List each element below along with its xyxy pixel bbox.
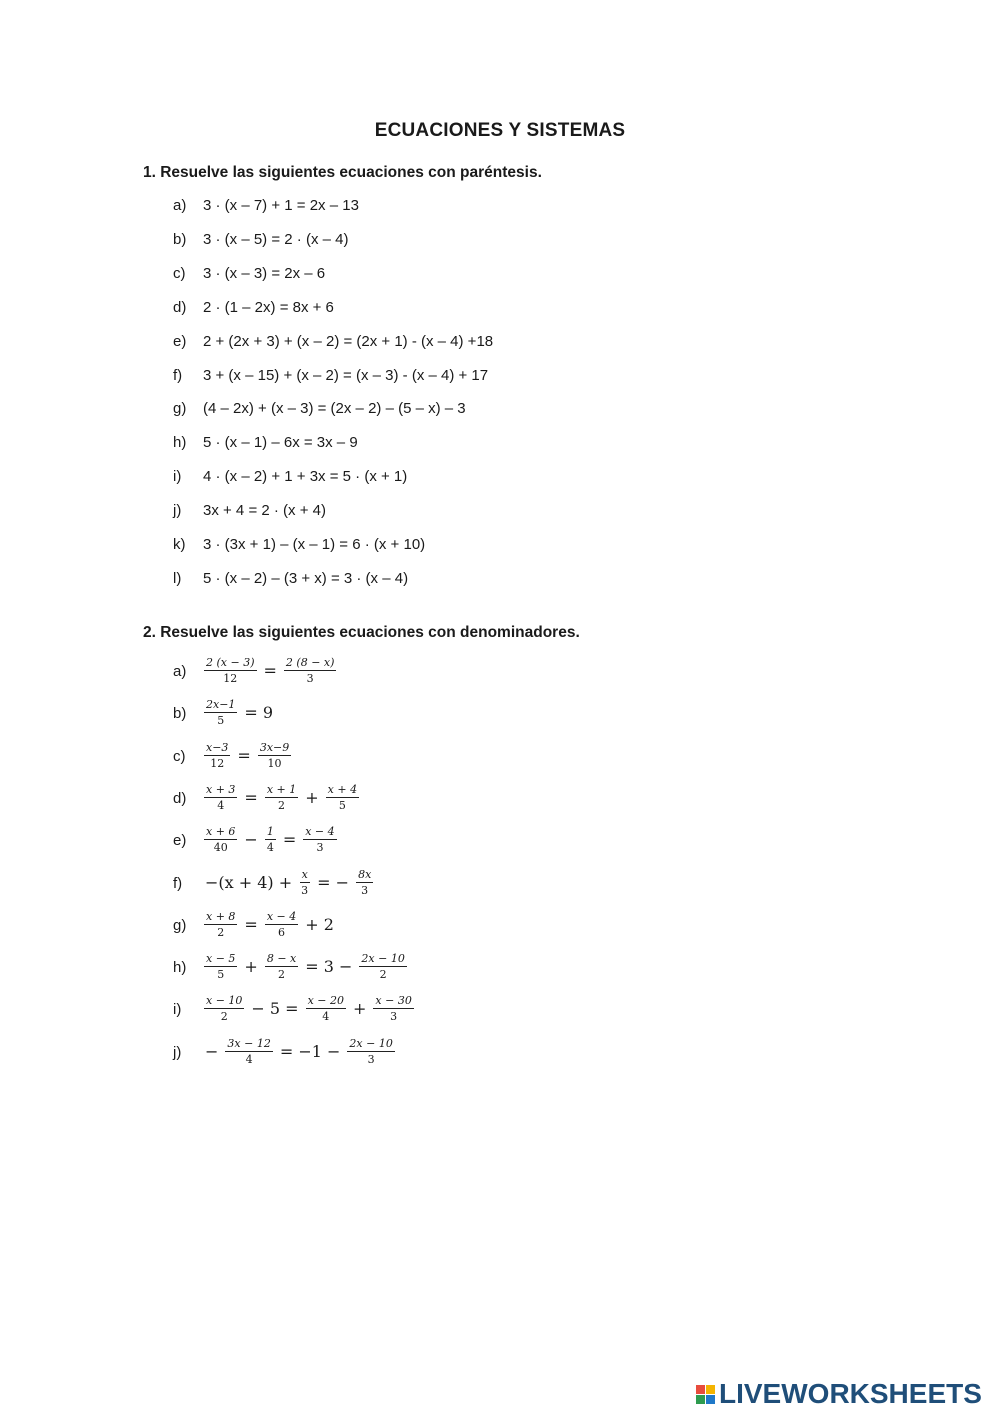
fraction-numerator: x + 6 — [206, 825, 236, 839]
math-operator: + — [353, 999, 367, 1019]
fraction-numerator: x — [301, 867, 308, 881]
fraction-equation-row — [0, 782, 1000, 819]
fraction-numerator: x + 8 — [206, 909, 236, 923]
math-operator: + — [305, 787, 319, 807]
fraction — [225, 1037, 272, 1066]
equation-row — [0, 434, 1000, 468]
fraction-numerator: x + 4 — [327, 782, 358, 796]
fraction — [356, 868, 373, 897]
page-title: ECUACIONES Y SISTEMAS — [374, 120, 626, 141]
fraction-numerator: x − 5 — [206, 952, 236, 966]
item-label: j) — [173, 502, 182, 520]
fraction-numerator: x−3 — [206, 740, 229, 754]
equation-row — [0, 502, 1000, 536]
equation-text: 3 + (x – 15) + (x – 2) = (x – 3) - (x – 4) + 17 — [203, 366, 489, 384]
item-label: b) — [173, 705, 187, 723]
fraction-denominator: 3 — [361, 883, 369, 897]
math-operator: = 3 − — [305, 957, 353, 977]
item-label: e) — [173, 832, 187, 850]
fraction — [265, 952, 298, 981]
section1-heading: 1. Resuelve las siguientes ecuaciones con paréntesis. — [143, 164, 542, 181]
math-expression — [201, 952, 410, 981]
fraction-equation-row — [0, 867, 1000, 904]
fraction-denominator: 3 — [316, 841, 324, 855]
fraction — [204, 698, 237, 727]
math-operator: = 9 — [244, 703, 274, 723]
equation-text: 2 + (2x + 3) + (x – 2) = (2x + 1) - (x – 4) +18 — [203, 332, 494, 350]
math-expression — [201, 783, 362, 812]
fraction-denominator: 12 — [210, 756, 225, 770]
math-expression — [201, 656, 339, 685]
fraction — [204, 825, 237, 854]
fraction — [204, 994, 244, 1023]
fraction-numerator: 3x − 12 — [227, 1036, 271, 1050]
item-label: c) — [173, 264, 186, 282]
equation-row — [0, 468, 1000, 502]
fraction-denominator: 3 — [367, 1052, 375, 1066]
math-operator: + — [244, 957, 258, 977]
fraction — [265, 825, 276, 854]
math-operator: = — [282, 830, 297, 850]
item-label: g) — [173, 400, 187, 418]
math-operator: = − — [317, 872, 350, 892]
fraction-denominator: 12 — [223, 672, 238, 685]
fraction — [306, 994, 346, 1023]
fraction-denominator: 2 — [220, 1010, 228, 1024]
fraction-numerator: x − 4 — [305, 825, 335, 839]
fraction — [265, 783, 298, 812]
equation-text: 5 · (x – 2) – (3 + x) = 3 · (x – 4) — [203, 569, 409, 587]
fraction-equation-row — [0, 740, 1000, 777]
equation-text: 2 · (1 – 2x) = 8x + 6 — [203, 298, 334, 316]
fraction-equation-row — [0, 909, 1000, 946]
fraction-denominator: 5 — [338, 798, 346, 812]
fraction-numerator: 2 (x − 3) — [206, 656, 255, 669]
fraction-numerator: 2x − 10 — [349, 1036, 393, 1050]
fraction-denominator: 10 — [267, 756, 282, 770]
math-operator: + 2 — [305, 914, 334, 934]
item-label: h) — [173, 959, 187, 977]
math-operator: = −1 − — [279, 1041, 341, 1061]
math-expression — [201, 698, 277, 727]
fraction-numerator: 3x−9 — [259, 740, 290, 754]
fraction-denominator: 4 — [245, 1052, 253, 1066]
fraction-denominator: 3 — [390, 1010, 398, 1024]
fraction-denominator: 4 — [217, 798, 225, 812]
fraction-denominator: 2 — [379, 968, 387, 982]
item-label: a) — [173, 197, 187, 214]
equation-text: 3 · (x – 5) = 2 · (x – 4) — [203, 230, 349, 248]
liveworksheets-logo — [696, 1378, 982, 1410]
fraction-numerator: x + 1 — [266, 782, 297, 796]
fraction-denominator: 2 — [217, 925, 225, 939]
math-operator: = — [244, 787, 258, 807]
fraction — [204, 783, 237, 812]
fraction-numerator: 2x − 10 — [361, 952, 405, 966]
item-label: f) — [173, 366, 183, 384]
fraction-denominator: 4 — [266, 841, 274, 855]
fraction-denominator: 3 — [301, 883, 309, 897]
item-label: c) — [173, 747, 186, 765]
fraction — [299, 868, 310, 897]
fraction — [326, 783, 359, 812]
fraction-denominator: 40 — [213, 841, 228, 855]
fraction-numerator: 2x−1 — [206, 698, 236, 712]
equation-row — [0, 400, 1000, 434]
fraction — [265, 910, 298, 939]
math-operator: − — [244, 830, 258, 850]
item-label: h) — [173, 434, 187, 452]
item-label: f) — [173, 874, 183, 892]
fraction-numerator: x − 4 — [266, 909, 297, 923]
fraction — [373, 994, 413, 1023]
math-operator: − — [205, 1041, 219, 1061]
item-label: i) — [173, 1001, 182, 1019]
math-operator: = — [244, 914, 258, 934]
fraction-numerator: 8 − x — [266, 952, 297, 966]
fraction — [258, 741, 291, 770]
item-label: i) — [173, 468, 182, 486]
logo-mark-icon — [696, 1385, 715, 1404]
fraction-numerator: 8x — [358, 867, 372, 881]
item-label: l) — [173, 569, 182, 587]
math-expression — [201, 910, 338, 939]
fraction-numerator: 1 — [266, 825, 274, 839]
math-expression — [201, 868, 376, 897]
equation-row — [0, 265, 1000, 299]
math-expression — [201, 741, 294, 770]
fraction-denominator: 5 — [217, 968, 225, 982]
fraction-equation-row — [0, 1036, 1000, 1073]
fraction-denominator: 4 — [322, 1010, 330, 1024]
math-expression — [201, 994, 417, 1023]
math-operator: = — [237, 745, 251, 765]
fraction-denominator: 6 — [278, 925, 286, 939]
fraction — [284, 656, 337, 685]
math-expression — [201, 1037, 398, 1066]
equation-row — [0, 536, 1000, 570]
equation-row — [0, 570, 1000, 604]
item-label: a) — [173, 663, 187, 680]
fraction-equation-row — [0, 827, 1000, 861]
fraction-equation-row — [0, 996, 1000, 1030]
equation-text: 3 · (x – 3) = 2x – 6 — [203, 264, 326, 282]
equation-row — [0, 231, 1000, 265]
equation-text: 3 · (3x + 1) – (x – 1) = 6 · (x + 10) — [203, 536, 426, 553]
fraction-numerator: x − 10 — [206, 994, 243, 1008]
math-expression — [201, 825, 340, 854]
item-label: d) — [173, 298, 187, 316]
item-label: j) — [173, 1043, 182, 1061]
fraction-numerator: x − 30 — [375, 994, 412, 1008]
fraction-denominator: 3 — [306, 672, 314, 685]
fraction-numerator: x − 20 — [307, 994, 345, 1008]
fraction-denominator: 5 — [217, 714, 225, 728]
math-operator: − 5 = — [251, 999, 299, 1019]
math-operator: = — [263, 661, 277, 680]
fraction — [204, 910, 237, 939]
fraction-denominator: 2 — [278, 968, 286, 982]
equation-row — [0, 333, 1000, 367]
item-label: e) — [173, 332, 187, 350]
item-label: g) — [173, 916, 187, 934]
fraction — [204, 741, 230, 770]
equation-row — [0, 299, 1000, 333]
section2-heading: 2. Resuelve las siguientes ecuaciones con denominadores. — [143, 624, 580, 641]
fraction — [303, 825, 336, 854]
item-label: b) — [173, 230, 187, 248]
item-label: d) — [173, 789, 187, 807]
logo-text: LIVEWORKSHEETS — [719, 1378, 982, 1409]
fraction-denominator: 2 — [278, 798, 286, 812]
equation-text: (4 – 2x) + (x – 3) = (2x – 2) – (5 – x) – 3 — [203, 400, 466, 418]
fraction — [204, 952, 237, 981]
fraction — [204, 656, 257, 685]
fraction-numerator: 2 (8 − x) — [285, 656, 335, 669]
fraction-equation-row — [0, 700, 1000, 734]
fraction — [347, 1037, 394, 1066]
fraction-equation-row — [0, 954, 1000, 988]
equation-text: 3x + 4 = 2 · (x + 4) — [203, 502, 326, 520]
equation-row — [0, 197, 1000, 231]
equation-text: 4 · (x – 2) + 1 + 3x = 5 · (x + 1) — [203, 468, 408, 486]
fraction-numerator: x + 3 — [206, 782, 236, 796]
equation-text: 5 · (x – 1) – 6x = 3x – 9 — [203, 434, 358, 452]
item-label: k) — [173, 536, 186, 553]
math-operator: −(x + 4) + — [205, 872, 293, 892]
equation-row — [0, 367, 1000, 401]
fraction — [359, 952, 406, 981]
fraction-equation-row — [0, 658, 1000, 692]
equation-text: 3 · (x – 7) + 1 = 2x – 13 — [203, 197, 359, 214]
